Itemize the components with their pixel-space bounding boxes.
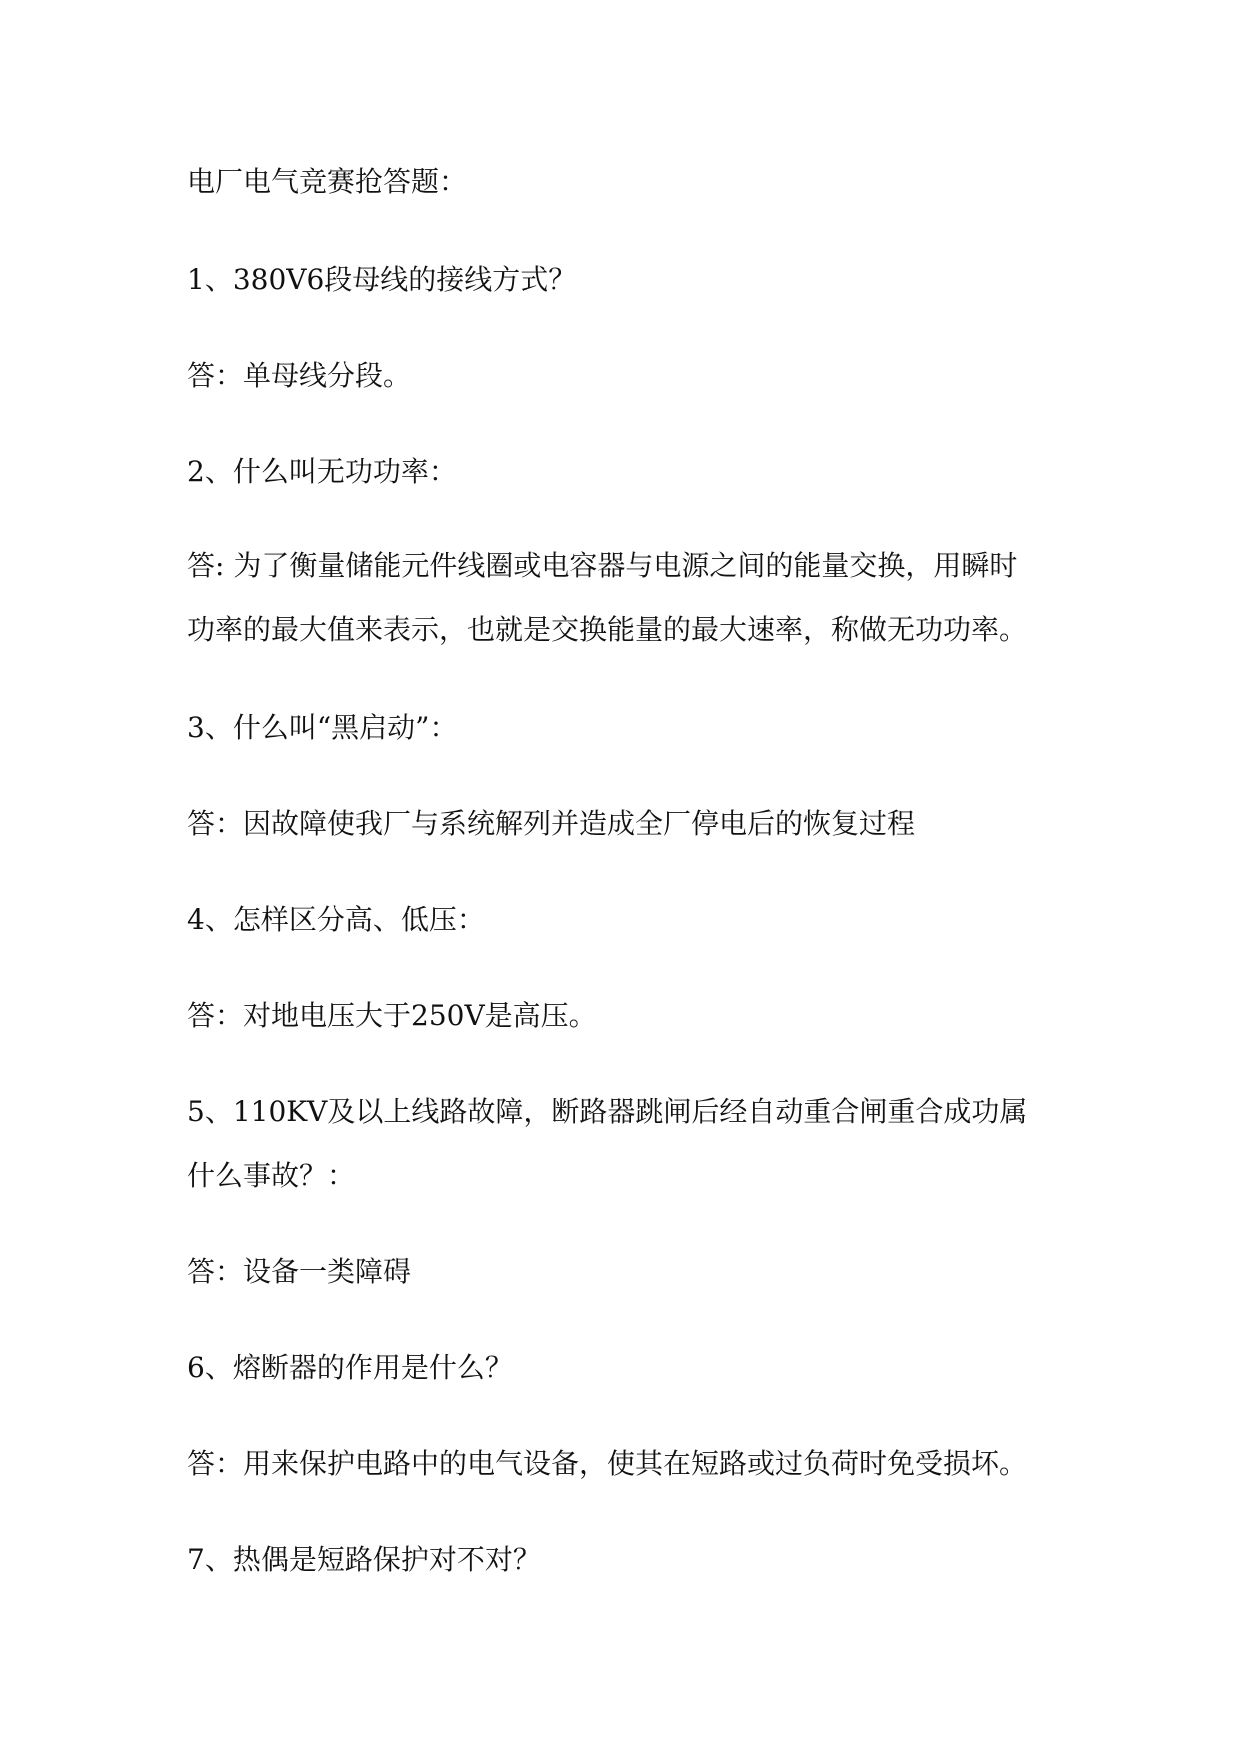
question-5-line-2: 什么事故？： [187,1159,356,1192]
answer-4: 答：对地电压大于250V是高压。 [187,999,597,1032]
answer-5: 答：设备一类障碍 [187,1255,412,1288]
question-5-line-1: 5、110KV及以上线路故障，断路器跳闸后经自动重合闸重合成功属 [187,1095,1028,1128]
question-7: 7、热偶是短路保护对不对？ [187,1543,541,1576]
question-6: 6、熔断器的作用是什么？ [187,1351,513,1384]
question-1: 1、380V6段母线的接线方式？ [187,263,577,296]
question-3: 3、什么叫“黑启动”： [187,711,458,744]
answer-6: 答：用来保护电路中的电气设备，使其在短路或过负荷时免受损坏。 [187,1447,1028,1480]
answer-2-line-2: 功率的最大值来表示，也就是交换能量的最大速率，称做无功功率。 [187,613,1028,646]
document-title: 电厂电气竞赛抢答题： [187,165,468,198]
answer-1: 答：单母线分段。 [187,359,412,392]
answer-3: 答：因故障使我厂与系统解列并造成全厂停电后的恢复过程 [187,807,916,840]
answer-2-line-1: 答: 为了衡量储能元件线圈或电容器与电源之间的能量交换，用瞬时 [187,549,1018,582]
question-2: 2、什么叫无功功率： [187,455,457,488]
question-4: 4、怎样区分高、低压： [187,903,485,936]
